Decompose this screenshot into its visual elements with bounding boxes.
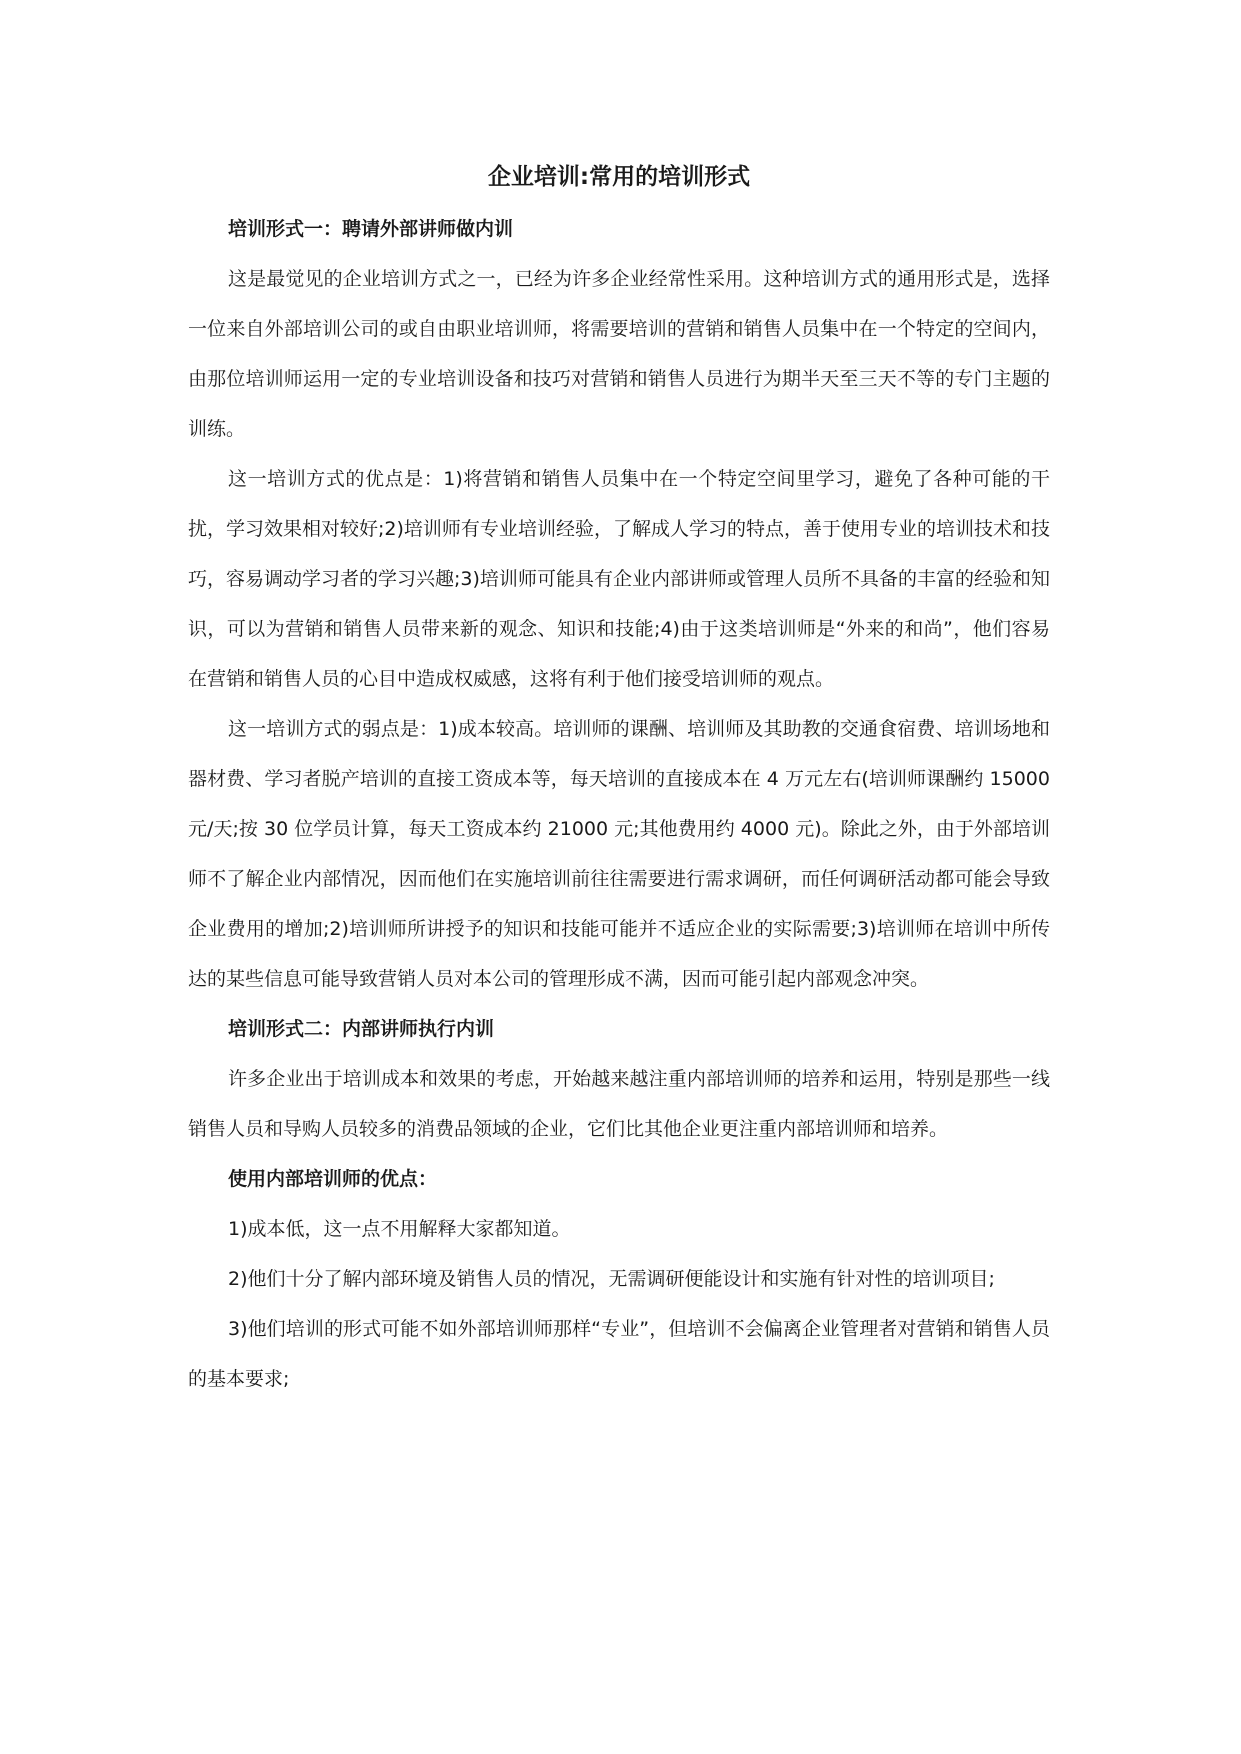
- advantage-item-2: 2)他们十分了解内部环境及销售人员的情况，无需调研便能设计和实施有针对性的培训项目;: [228, 1268, 995, 1290]
- section1-paragraph-weaknesses: 这一培训方式的弱点是：1)成本较高。培训师的课酬、培训师及其助教的交通食宿费、培训场地和器材费、学习者脱产培训的直接工资成本等，每天培训的直接成本在 4 万元左右(培训师课酬约 15000 元/天;按 30 位学员计算，每天工资成本约 21000 元;其他费用约 4000 元)。除此之外，由于外部培训师不了解企业内部情况，因而他们在实施培训前往往需要进行需求调研，而任何调研活动都可能会导致企业费用的增加;2)培训师所讲授予的知识和技能可能并不适应企业的实际需要;3)培训师在培训中所传达的某些信息可能导致营销人员对本公司的管理形成不满，因而可能引起内部观念冲突。: [188, 718, 1050, 990]
- advantages-heading: 使用内部培训师的优点：: [228, 1168, 438, 1190]
- section2-heading: 培训形式二：内部讲师执行内训: [228, 1018, 495, 1040]
- document-title: 企业培训:常用的培训形式: [487, 164, 751, 190]
- advantage-item-3: 3)他们培训的形式可能不如外部培训师那样“专业”，但培训不会偏离企业管理者对营销和销售人员的基本要求;: [188, 1318, 1050, 1390]
- section1-paragraph-intro: 这是最觉见的企业培训方式之一，已经为许多企业经常性采用。这种培训方式的通用形式是，选择一位来自外部培训公司的或自由职业培训师，将需要培训的营销和销售人员集中在一个特定的空间内，由那位培训师运用一定的专业培训设备和技巧对营销和销售人员进行为期半天至三天不等的专门主题的训练。: [188, 268, 1050, 440]
- section1-heading: 培训形式一：聘请外部讲师做内训: [228, 218, 514, 240]
- document-page: [188, 160, 1050, 1404]
- section2-paragraph-intro: 许多企业出于培训成本和效果的考虑，开始越来越注重内部培训师的培养和运用，特别是那些一线销售人员和导购人员较多的消费品领域的企业，它们比其他企业更注重内部培训师和培养。: [188, 1068, 1050, 1140]
- advantage-item-1: 1)成本低，这一点不用解释大家都知道。: [228, 1218, 571, 1240]
- section1-paragraph-advantages: 这一培训方式的优点是：1)将营销和销售人员集中在一个特定空间里学习，避免了各种可能的干扰，学习效果相对较好;2)培训师有专业培训经验，了解成人学习的特点，善于使用专业的培训技术和技巧，容易调动学习者的学习兴趣;3)培训师可能具有企业内部讲师或管理人员所不具备的丰富的经验和知识，可以为营销和销售人员带来新的观念、知识和技能;4)由于这类培训师是“外来的和尚”，他们容易在营销和销售人员的心目中造成权威感，这将有利于他们接受培训师的观点。: [188, 468, 1050, 690]
